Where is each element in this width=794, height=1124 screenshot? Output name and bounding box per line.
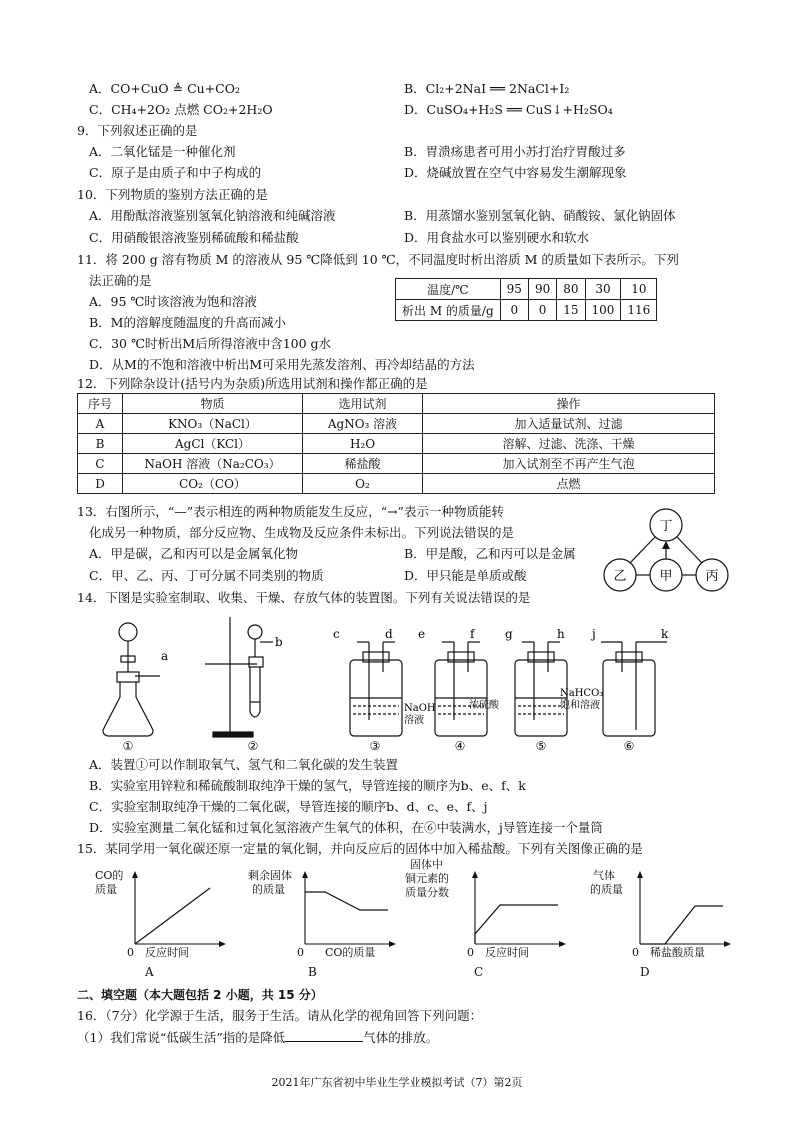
label-n4: ④ — [454, 739, 466, 753]
table-header: 选用试剂 — [303, 394, 423, 414]
node-bing: 丙 — [705, 569, 719, 584]
q9-option-c: C．原子是由质子和中子构成的 — [89, 165, 262, 180]
label-h2so4: 浓硫酸 — [469, 700, 499, 711]
label-nahco3-2: 饱和溶液 — [560, 700, 600, 711]
q11-option-b: B．M的溶解度随温度的升高而减小 — [89, 315, 286, 330]
table-cell: 95 — [500, 279, 528, 300]
q8-option-c: C．CH₄+2O₂ 点燃 CO₂+2H₂O — [89, 102, 273, 117]
graph-b-ylabel-2: 的质量 — [252, 883, 285, 896]
graph-b-xlabel: CO的质量 — [325, 946, 376, 959]
graph-b-origin: 0 — [297, 946, 304, 959]
table-cell: 0 — [500, 300, 528, 321]
table-row — [78, 454, 715, 474]
table-cell: 15 — [557, 300, 585, 321]
table-row — [396, 300, 657, 321]
q14-stem: 14．下图是实验室制取、收集、干燥、存放气体的装置图。下列有关说法错误的是 — [77, 590, 531, 605]
table-cell: KNO₃（NaCl） — [123, 414, 303, 434]
q14-option-d: D．实验室测量二氧化锰和过氧化氢溶液产生氧气的体积，在⑥中装满水，j导管连接一个量筒 — [89, 820, 603, 835]
label-d: d — [385, 627, 393, 641]
q13-stem-cont: 化成另一种物质，部分反应物、生成物及反应条件未标出。下列说法错误的是 — [89, 525, 515, 540]
table-cell: 100 — [585, 300, 621, 321]
table-cell: 10 — [621, 279, 657, 300]
apparatus-2 — [205, 617, 273, 737]
label-nahco3: NaHCO₃ — [560, 688, 604, 699]
graph-c-ylabel: 固体中 — [410, 858, 443, 871]
label-b: b — [275, 635, 283, 649]
q13-option-b: B．甲是酸，乙和丙可以是金属 — [404, 546, 576, 561]
label-c: c — [333, 627, 340, 641]
apparatus-4 — [435, 642, 487, 736]
q9-option-d: D．烧碱放置在空气中容易发生潮解现象 — [404, 165, 627, 180]
q16-part1 — [77, 1028, 438, 1047]
q10-option-a: A．用酚酞溶液鉴别氢氧化钠溶液和纯碱溶液 — [89, 208, 336, 223]
q8-option-a: A．CO+CuO ≜ Cu+CO₂ — [89, 81, 241, 96]
q14-option-b: B．实验室用锌粒和稀硫酸制取纯净干燥的氢气，导管连接的顺序为b、e、f、k — [89, 778, 526, 793]
q16-part1-text: （1）我们常说“低碳生活”指的是降低 — [77, 1030, 286, 1045]
q8-option-d: D．CuSO₄+H₂S ══ CuS↓+H₂SO₄ — [404, 102, 613, 117]
q11-table — [395, 278, 657, 321]
q13-option-d: D．甲只能是单质或酸 — [404, 568, 527, 583]
table-cell: 稀盐酸 — [303, 454, 423, 474]
graph-c-origin: 0 — [467, 946, 474, 959]
table-cell: 点燃 — [423, 474, 715, 494]
table-cell: B — [78, 434, 123, 454]
table-header: 序号 — [78, 394, 123, 414]
table-row — [396, 279, 657, 300]
table-header: 物质 — [123, 394, 303, 414]
graph-c-ylabel-3: 质量分数 — [405, 886, 449, 899]
table-cell: 0 — [528, 300, 556, 321]
graph-a-letter: A — [145, 965, 154, 979]
table-cell: 116 — [621, 300, 657, 321]
label-n3: ③ — [369, 739, 381, 753]
label-e: e — [418, 627, 426, 641]
graph-c-xlabel: 反应时间 — [485, 946, 529, 959]
graph-b-letter: B — [308, 965, 317, 979]
q16-part1-text-2: 气体的排放。 — [363, 1030, 439, 1045]
table-cell: NaOH 溶液（Na₂CO₃） — [123, 454, 303, 474]
table-cell: 溶解、过滤、洗涤、干燥 — [423, 434, 715, 454]
node-yi: 乙 — [613, 569, 627, 584]
apparatus-3 — [350, 642, 402, 736]
q10-option-b: B．用蒸馏水鉴别氢氧化钠、硝酸铵、氯化钠固体 — [404, 208, 676, 223]
q11-option-a: A．95 ℃时该溶液为饱和溶液 — [89, 294, 257, 309]
label-a: a — [161, 649, 169, 663]
graph-c-ylabel-2: 铜元素的 — [405, 872, 449, 885]
graph-d-origin: 0 — [632, 946, 639, 959]
q16-answer-blank[interactable] — [285, 1028, 363, 1042]
graph-a-xlabel: 反应时间 — [145, 946, 189, 959]
q10-stem: 10．下列物质的鉴别方法正确的是 — [77, 187, 268, 202]
q14-apparatus-figure — [95, 612, 695, 752]
graph-c — [460, 870, 570, 950]
q16-stem: 16．（7分）化学源于生活，服务于生活。请从化学的视角回答下列问题： — [77, 1008, 483, 1023]
label-n2: ② — [247, 739, 259, 753]
q15-stem: 15．某同学用一氧化碳还原一定量的氧化铜，并向反应后的固体中加入稀盐酸。下列有关图像正确的是 — [77, 841, 643, 856]
label-f: f — [470, 627, 475, 641]
label-n1: ① — [122, 739, 134, 753]
table-header: 操作 — [423, 394, 715, 414]
q11-option-d: D．从M的不饱和溶液中析出M可采用先蒸发溶剂、再冷却结晶的方法 — [89, 357, 475, 372]
table-cell: H₂O — [303, 434, 423, 454]
q13-stem: 13．右图所示，“—”表示相连的两种物质能发生反应，“→”表示一种物质能转 — [77, 504, 504, 519]
q13-relation-diagram — [600, 505, 730, 593]
q11-option-c: C．30 ℃时析出M后所得溶液中含100 g水 — [89, 336, 332, 351]
table-cell: CO₂（CO） — [123, 474, 303, 494]
table-cell: 加入试剂至不再产生气泡 — [423, 454, 715, 474]
label-k: k — [661, 627, 669, 641]
section-2-heading: 二、填空题（本大题包括 2 小题，共 15 分） — [77, 988, 323, 1002]
label-n6: ⑥ — [623, 739, 635, 753]
q14-option-a: A．装置①可以作制取氧气、氢气和二氧化碳的发生装置 — [89, 757, 399, 772]
node-jia: 甲 — [659, 569, 673, 584]
table-header-row — [78, 394, 715, 414]
table-cell: 温度/℃ — [396, 279, 501, 300]
q11-stem: 11．将 200 g 溶有物质 M 的溶液从 95 ℃降低到 10 ℃，不同温度时析出溶质 M 的质量如下表所示。下列 — [77, 252, 679, 267]
q13-option-c: C．甲、乙、丙、丁可分属不同类别的物质 — [89, 568, 324, 583]
graph-a-ylabel: CO的 — [95, 869, 124, 882]
table-cell: 析出 M 的质量/g — [396, 300, 501, 321]
graph-d-ylabel-2: 的质量 — [590, 883, 623, 896]
table-cell: 30 — [585, 279, 621, 300]
graph-b — [290, 870, 400, 950]
table-cell: A — [78, 414, 123, 434]
graph-a-ylabel-2: 质量 — [95, 883, 117, 896]
graph-d-letter: D — [640, 965, 650, 979]
label-j: j — [592, 627, 596, 641]
q10-option-c: C．用硝酸银溶液鉴别稀硫酸和稀盐酸 — [89, 230, 299, 245]
graph-a-origin: 0 — [127, 946, 134, 959]
table-cell: AgCl（KCl） — [123, 434, 303, 454]
table-row — [78, 474, 715, 494]
apparatus-1 — [103, 623, 160, 736]
graph-a — [120, 870, 230, 950]
q9-option-b: B．胃溃疡患者可用小苏打治疗胃酸过多 — [404, 144, 626, 159]
graph-d-ylabel: 气体 — [593, 869, 615, 882]
q9-stem: 9．下列叙述正确的是 — [77, 123, 198, 138]
table-cell: AgNO₃ 溶液 — [303, 414, 423, 434]
table-cell: 80 — [557, 279, 585, 300]
apparatus-6 — [601, 642, 667, 736]
page-footer: 2021年广东省初中毕业生学业模拟考试（7）第2页 — [271, 1076, 523, 1089]
q12-stem: 12．下列除杂设计(括号内为杂质)所选用试剂和操作都正确的是 — [77, 376, 428, 391]
table-cell: D — [78, 474, 123, 494]
q12-table — [77, 393, 715, 494]
table-row — [78, 434, 715, 454]
label-naoh: NaOH — [404, 703, 436, 714]
table-cell: O₂ — [303, 474, 423, 494]
label-h: h — [557, 627, 565, 641]
q10-option-d: D．用食盐水可以鉴别硬水和软水 — [404, 230, 590, 245]
graph-d — [625, 870, 735, 950]
graph-d-xlabel: 稀盐酸质量 — [650, 946, 705, 959]
label-naoh-2: 溶液 — [404, 715, 424, 726]
q9-option-a: A．二氧化锰是一种催化剂 — [89, 144, 236, 159]
q13-option-a: A．甲是碳，乙和丙可以是金属氧化物 — [89, 546, 299, 561]
table-cell: 加入适量试剂、过滤 — [423, 414, 715, 434]
q14-option-c: C．实验室制取纯净干燥的二氧化碳，导管连接的顺序b、d、c、e、f、j — [89, 799, 488, 814]
label-n5: ⑤ — [535, 739, 547, 753]
graph-b-ylabel: 剩余固体 — [248, 869, 292, 882]
node-ding: 丁 — [659, 519, 673, 534]
label-g: g — [505, 627, 513, 641]
q11-stem-cont: 法正确的是 — [89, 273, 152, 288]
table-row — [78, 414, 715, 434]
q8-option-b: B．Cl₂+2NaI ══ 2NaCl+I₂ — [404, 81, 570, 96]
table-cell: C — [78, 454, 123, 474]
table-cell: 90 — [528, 279, 556, 300]
graph-c-letter: C — [474, 965, 484, 979]
